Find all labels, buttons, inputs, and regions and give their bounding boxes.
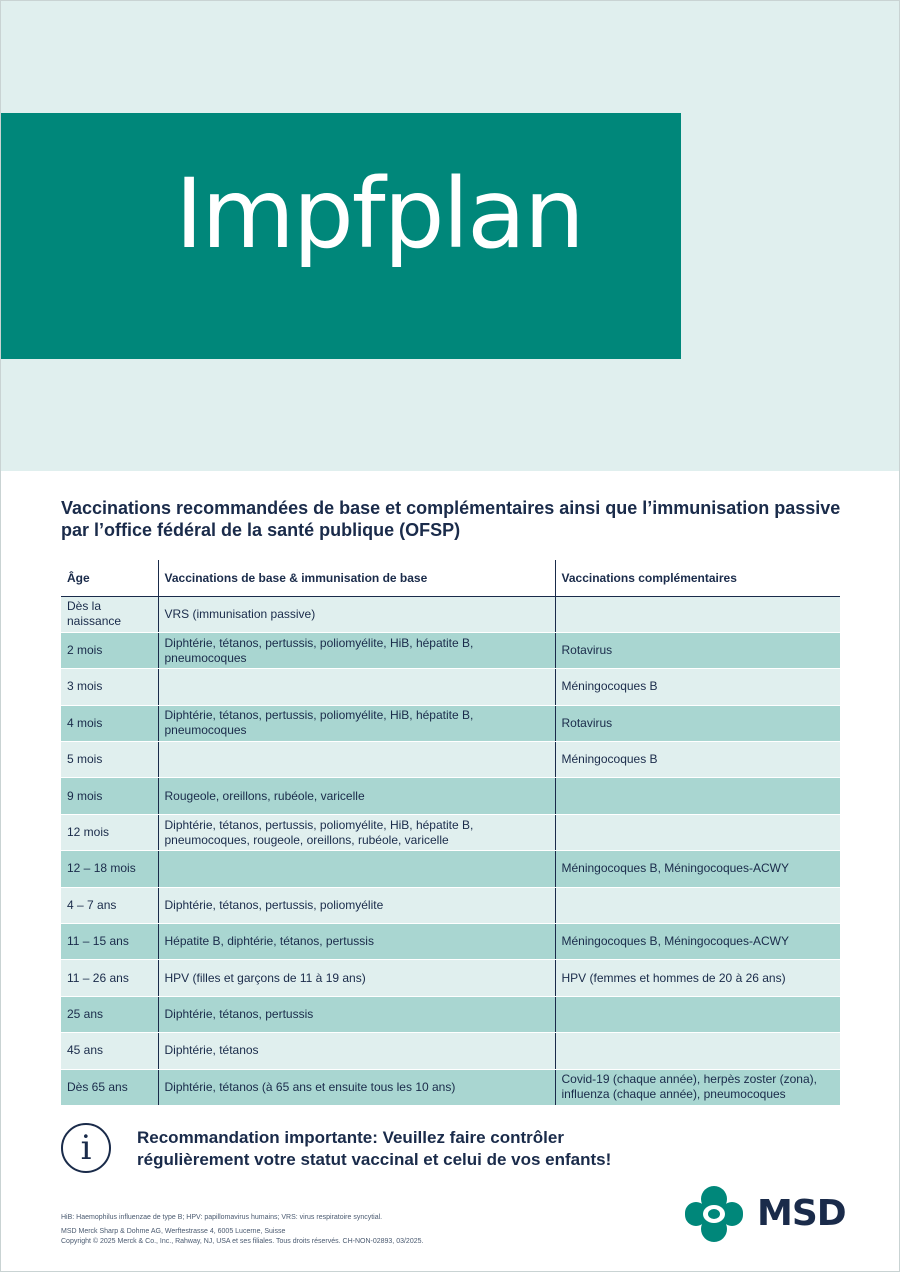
table-row <box>61 996 840 1032</box>
cell-complementary-vaccination <box>555 596 840 632</box>
cell-age: 11 – 26 ans <box>61 960 158 996</box>
cell-base-vaccination: Diphtérie, tétanos, pertussis <box>158 996 555 1032</box>
cell-base-vaccination: Diphtérie, tétanos, pertussis, poliomyélite, HiB, hépatite B, pneumocoques, rougeole, oreillons, rubéole, varicelle <box>158 814 555 850</box>
cell-base-vaccination: Hépatite B, diphtérie, tétanos, pertussis <box>158 924 555 960</box>
cell-age: Dès la naissance <box>61 596 158 632</box>
cell-base-vaccination: Diphtérie, tétanos, pertussis, poliomyélite <box>158 887 555 923</box>
header-age: Âge <box>61 560 158 596</box>
cell-base-vaccination: HPV (filles et garçons de 11 à 19 ans) <box>158 960 555 996</box>
cell-base-vaccination: Diphtérie, tétanos (à 65 ans et ensuite tous les 10 ans) <box>158 1069 555 1105</box>
footer-address: MSD Merck Sharp & Dohme AG, Werftestrasse 4, 6005 Lucerne, Suisse <box>61 1228 286 1235</box>
cell-age: 3 mois <box>61 669 158 705</box>
cell-age: 11 – 15 ans <box>61 924 158 960</box>
cell-age: 5 mois <box>61 742 158 778</box>
cell-complementary-vaccination: Covid-19 (chaque année), herpès zoster (zona), influenza (chaque année), pneumocoques <box>555 1069 840 1105</box>
subtitle <box>61 497 851 541</box>
cell-complementary-vaccination <box>555 778 840 814</box>
info-icon <box>61 1123 111 1173</box>
cell-complementary-vaccination: Rotavirus <box>555 632 840 668</box>
table-row <box>61 924 840 960</box>
cell-base-vaccination: Rougeole, oreillons, rubéole, varicelle <box>158 778 555 814</box>
table-row <box>61 742 840 778</box>
page-title: Impfplan <box>175 158 583 270</box>
important-notice <box>137 1127 677 1171</box>
cell-base-vaccination <box>158 669 555 705</box>
header-base-vaccinations: Vaccinations de base & immunisation de base <box>158 560 555 596</box>
table-row <box>61 887 840 923</box>
cell-age: 2 mois <box>61 632 158 668</box>
cell-complementary-vaccination: Rotavirus <box>555 705 840 741</box>
cell-base-vaccination <box>158 742 555 778</box>
table-header-row <box>61 560 840 596</box>
cell-age: 12 – 18 mois <box>61 851 158 887</box>
cell-complementary-vaccination: HPV (femmes et hommes de 20 à 26 ans) <box>555 960 840 996</box>
table-row <box>61 960 840 996</box>
cell-base-vaccination: Diphtérie, tétanos, pertussis, poliomyélite, HiB, hépatite B, pneumocoques <box>158 705 555 741</box>
header-complementary-vaccinations: Vaccinations complémentaires <box>555 560 840 596</box>
table-row <box>61 705 840 741</box>
cell-complementary-vaccination <box>555 996 840 1032</box>
cell-complementary-vaccination: Méningocoques B, Méningocoques-ACWY <box>555 924 840 960</box>
subtitle-line-1: Vaccinations recommandées de base et complémentaires ainsi que l’immunisation passive <box>61 498 841 518</box>
cell-age: 12 mois <box>61 814 158 850</box>
vaccination-table <box>61 560 840 1106</box>
cell-age: 4 – 7 ans <box>61 887 158 923</box>
table-row <box>61 814 840 850</box>
cell-base-vaccination: Diphtérie, tétanos <box>158 1033 555 1069</box>
footer-copyright: Copyright © 2025 Merck & Co., Inc., Rahway, NJ, USA et ses filiales. Tous droits réservés. CH-NON-02893, 03/2025. <box>61 1238 424 1245</box>
subtitle-line-2: par l’office fédéral de la santé publique (OFSP) <box>61 520 461 540</box>
msd-logo-text: MSD <box>757 1193 846 1234</box>
cell-complementary-vaccination: Méningocoques B <box>555 742 840 778</box>
info-icon-glyph: i <box>80 1128 92 1168</box>
cell-complementary-vaccination <box>555 1033 840 1069</box>
table-row <box>61 596 840 632</box>
cell-complementary-vaccination: Méningocoques B, Méningocoques-ACWY <box>555 851 840 887</box>
table-row <box>61 778 840 814</box>
footer-abbreviations: HiB: Haemophilus influenzae de type B; HPV: papillomavirus humains; VRS: virus respiratoire syncytial. <box>61 1214 383 1221</box>
cell-complementary-vaccination <box>555 814 840 850</box>
cell-age: 9 mois <box>61 778 158 814</box>
cell-complementary-vaccination <box>555 887 840 923</box>
table-row <box>61 632 840 668</box>
cell-age: Dès 65 ans <box>61 1069 158 1105</box>
cell-complementary-vaccination: Méningocoques B <box>555 669 840 705</box>
cell-base-vaccination: VRS (immunisation passive) <box>158 596 555 632</box>
table-row <box>61 851 840 887</box>
table-row <box>61 669 840 705</box>
notice-line-2: régulièrement votre statut vaccinal et celui de vos enfants! <box>137 1150 612 1169</box>
cell-age: 4 mois <box>61 705 158 741</box>
notice-line-1: Recommandation importante: Veuillez faire contrôler <box>137 1128 564 1147</box>
cell-age: 45 ans <box>61 1033 158 1069</box>
table-row <box>61 1033 840 1069</box>
table-row <box>61 1069 840 1105</box>
footer <box>61 1213 621 1247</box>
cell-base-vaccination <box>158 851 555 887</box>
cell-base-vaccination: Diphtérie, tétanos, pertussis, poliomyélite, HiB, hépatite B, pneumocoques <box>158 632 555 668</box>
cell-age: 25 ans <box>61 996 158 1032</box>
table-body <box>61 596 840 1105</box>
